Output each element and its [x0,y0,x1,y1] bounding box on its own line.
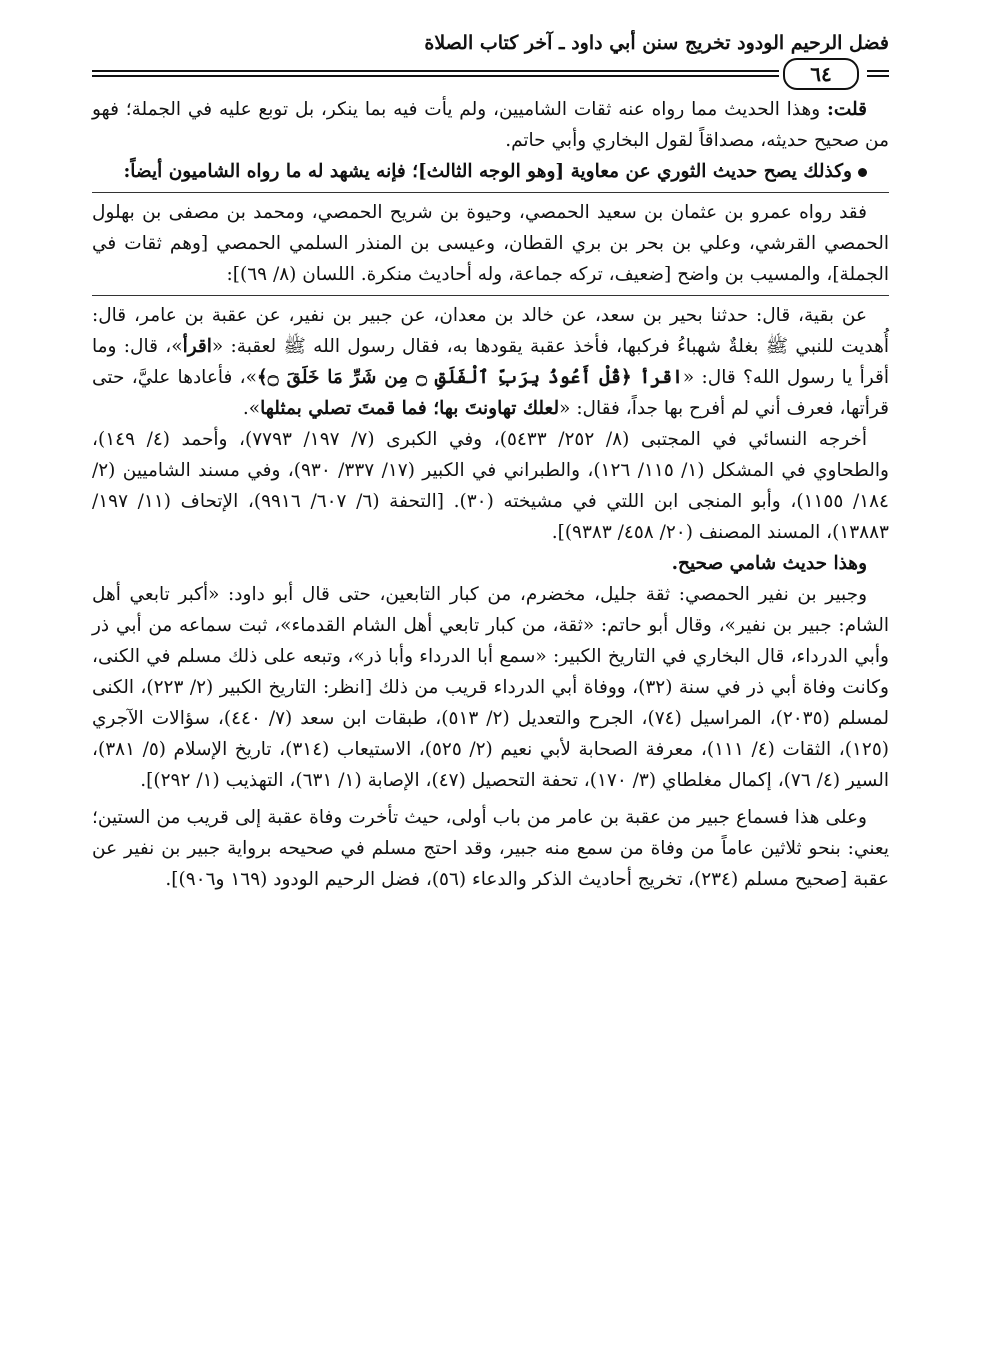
header-rule [92,58,889,88]
bullet-icon [858,168,867,177]
hadith-part-b: اقرأ [182,336,212,357]
paragraph-6-heading [92,548,889,579]
section-divider [92,192,889,193]
paragraph-4-hadith [92,300,889,424]
hadith-part-e: »، فأعادها عليَّ، حتى قرأتها، فعرف أني لم أفرح بها جداً، فقال: « [92,367,889,419]
hadith-part-a: عن بقية، قال: حدثنا بحير بن سعد، عن خالد بن معدان، عن جبير بن نفير، عن عقبة بن عامر، قال: أُهديت للنبي ﷺ بغلةٌ شهباءُ فركبها، فأخذ عقبة يقودها به، فقال رسول الله ﷺ لعقبة: « [92,305,890,357]
verdict-text: وهذا حديث شامي صحيح. [671,553,867,574]
hadith-part-c: »، قال: وما أقرأ يا رسول الله؟ قال: « [92,336,889,388]
paragraph-8: وعلى هذا فسماع جبير من عقبة بن عامر من باب أولى، حيث تأخرت وفاة عقبة إلى قريب من الستين؛ يعني: بنحو ثلاثين عاماً من وفاة من سمع منه جبير، وقد احتج مسلم في صحيحه برواية جبير بن نفير عن عقبة [صحيح مسلم (٢٣٤)، تخريج أحاديث الذكر والدعاء (٥٦)، فضل الرحيم الودود (١٦٩ و٩٠٦)]. [92,807,889,890]
rule-tail-bottom [867,75,889,77]
paragraph-1 [92,94,889,156]
rule-line-bottom [92,75,779,77]
qultu-label: قلت: [827,99,867,120]
page [92,30,889,1327]
hadith-part-f: لعلك تهاونتَ بها؛ فما قمتَ تصلي بمثلها [260,398,560,419]
paragraph-7: وجبير بن نفير الحمصي: ثقة جليل، مخضرم، من كبار التابعين، حتى قال أبو داود: «أكبر تابعي أهل الشام: جبير بن نفير»، وقال أبو حاتم: «ثقة، من كبار تابعي أهل الشام القدماء»، ثبت سماعه من أبي ذر وأبي الدرداء، قال البخاري في التاريخ الكبير: «سمع أبا الدرداء وأبا ذر»، وتبعه على ذلك مسلم في الكنى، وكانت وفاة أبي ذر في سنة (٣٢)، ووفاة أبي الدرداء قريب من ذلك [انظر: التاريخ الكبير (٢/ ٢٢٣)، الكنى لمسلم (٢٠٣٥)، المراسيل (٧٤)، الجرح والتعديل (٢/ ٥١٣)، طبقات ابن سعد (٧/ ٤٤٠)، سؤالات الآجري (١٢٥)، الثقات (٤/ ١١١)، معرفة الصحابة لأبي نعيم (٢/ ٥٢٥)، الاستيعاب (٣١٤)، تاريخ الإسلام (٥/ ٣٨١)، السير (٤/ ٧٦)، إكمال مغلطاي (٣/ ١٧٠)، تحفة التحصيل (٤٧)، الإصابة (١/ ٦٣١)، التهذيب (١/ ٢٩٢)]. [92,584,890,791]
rule-tail-top [867,70,889,72]
page-content [92,94,889,895]
heading-text: وكذلك يصح حديث الثوري عن معاوية [وهو الوجه الثالث]؛ فإنه يشهد له ما رواه الشاميون أيضاً: [123,161,852,182]
paragraph-1-text: وهذا الحديث مما رواه عنه ثقات الشاميين، ولم يأت فيه بما ينكر، بل توبع عليه في الجملة؛ فهو من صحيح حديثه، مصداقاً لقول البخاري وأبي حاتم. [92,99,889,151]
hadith-part-g: ». [242,398,261,419]
running-title: فضل الرحيم الودود تخريج سنن أبي داود ـ آخر كتاب الصلاة [424,32,889,54]
paragraph-5-takhrij: أخرجه النسائي في المجتبى (٨/ ٢٥٢/ ٥٤٣٣)، وفي الكبرى (٧/ ١٩٧/ ٧٧٩٣)، وأحمد (٤/ ١٤٩)، والطحاوي في المشكل (١/ ١١٥/ ١٢٦)، والطبراني في الكبير (١٧/ ٣٣٧/ ٩٣٠)، وفي مسند الشاميين (٢/ ١٨٤/ ١١٥٥)، وأبو المنجى ابن اللتي في مشيخته (٣٠). [التحفة (٦/ ٦٠٧/ ٩٩١٦)، الإتحاف (١١/ ١٩٧/ ١٣٨٨٣)، المسند المصنف (٢٠/ ٤٥٨/ ٩٣٨٣)]. [92,429,889,543]
paragraph-2-heading [92,156,889,187]
paragraph-3: فقد رواه عمرو بن عثمان بن سعيد الحمصي، وحيوة بن شريح الحمصي، ومحمد بن مصفى بن بهلول الحمصي القرشي، وعلي بن بحر بن بري القطان، وعيسى بن المنذر السلمي الحمصي [وهم ثقات في الجملة]، والمسيب بن واضح [ضعيف، تركه جماعة، وله أحاديث منكرة. اللسان (٨/ ٦٩)]: [92,202,889,285]
page-number: ٦٤ [783,58,859,90]
section-divider-2 [92,295,889,296]
rule-line-top [92,70,779,72]
hadith-part-d: اقرأ ﴿قُلْ أَعُوذُ بِرَبِّ ٱلْفَلَقِ ۝ مِن شَرِّ مَا خَلَقَ ۝﴾ [256,367,683,388]
